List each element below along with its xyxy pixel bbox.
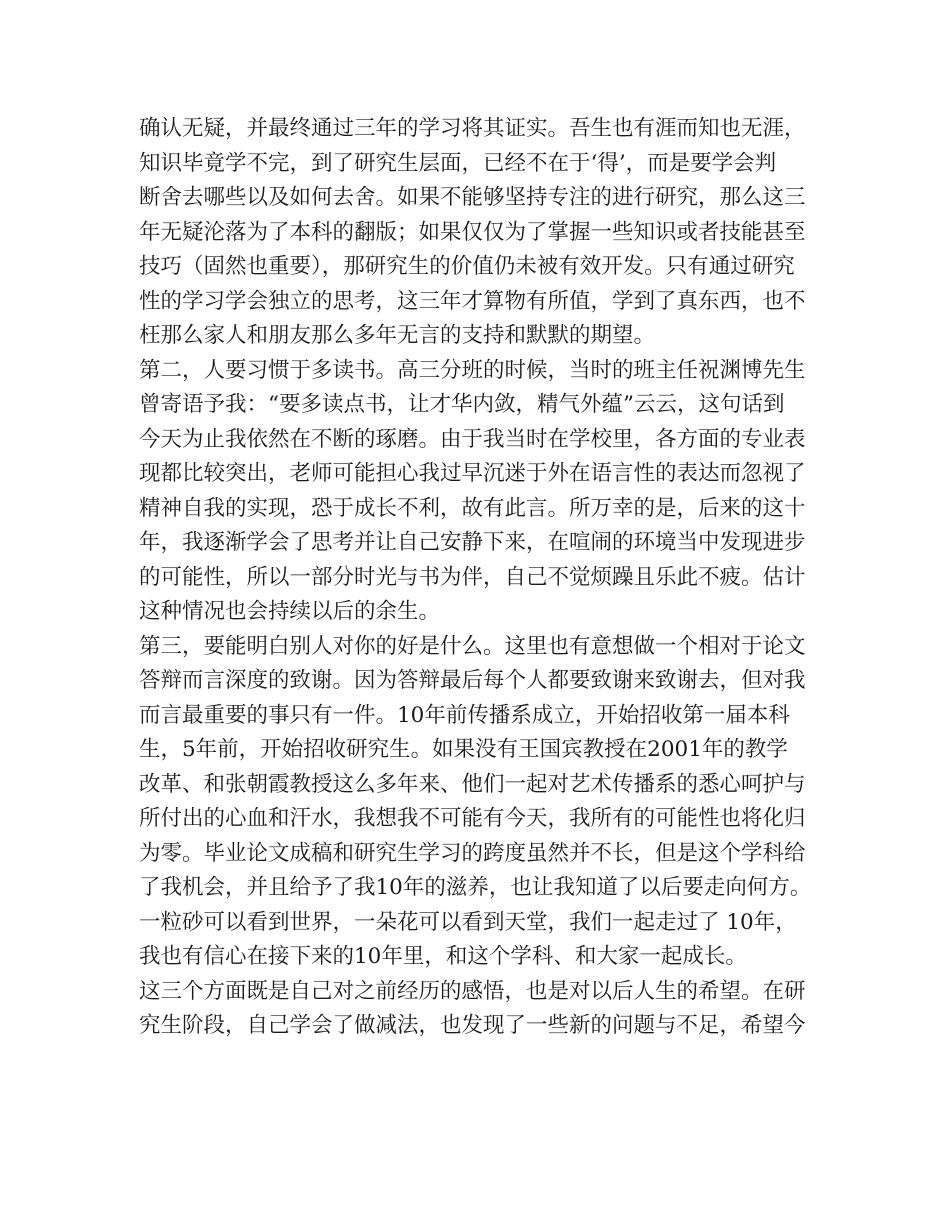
- text-line: 一粒砂可以看到世界，一朵花可以看到天堂，我们一起走过了 10年，: [139, 909, 797, 935]
- text-line: 这种情况也会持续以后的余生。: [139, 599, 441, 624]
- text-line: 为零。毕业论文成稿和研究生学习的跨度虽然并不长，但是这个学科给: [139, 840, 806, 866]
- text-line: 答辩而言深度的致谢。因为答辩最后每个人都要致谢来致谢去，但对我: [139, 668, 806, 693]
- text-line: 技巧（固然也重要），那研究生的价值仍未被有效开发。只有通过研究: [139, 254, 795, 279]
- text-line: 精神自我的实现，恐于成长不利，故有此言。所万幸的是，后来的这十: [139, 495, 806, 521]
- text-line: 了我机会，并且给予了我10年的滋养，也让我知道了以后要走向何方。: [139, 875, 812, 900]
- text-line: 年无疑沦落为了本科的翻版；如果仅仅为了掌握一些知识或者技能甚至: [139, 219, 806, 245]
- body-text: [139, 112, 839, 1044]
- text-line: 今天为止我依然在不断的琢磨。由于我当时在学校里，各方面的专业表: [139, 426, 806, 452]
- paragraph-three-start: 第三，要能明白别人对你的好是什么。这里也有意想做一个相对于论文: [139, 633, 806, 659]
- text-line: 曾寄语予我：“要多读点书，让才华内敛，精气外蕴”云云，这句话到: [139, 392, 785, 417]
- text-line: 究生阶段，自己学会了做减法，也发现了一些新的问题与不足，希望今: [139, 1013, 806, 1038]
- text-line: 性的学习学会独立的思考，这三年才算物有所值，学到了真东西，也不: [139, 288, 806, 314]
- text-line: 枉那么家人和朋友那么多年无言的支持和默默的期望。: [139, 323, 656, 348]
- text-line: 改革、和张朝霞教授这么多年来、他们一起对艺术传播系的悉心呵护与: [139, 771, 806, 797]
- text-line: 断舍去哪些以及如何去舍。如果不能够坚持专注的进行研究，那么这三: [139, 185, 806, 210]
- text-line: 现都比较突出，老师可能担心我过早沉迷于外在语言性的表达而忽视了: [139, 461, 806, 486]
- text-line: 我也有信心在接下来的10年里，和这个学科、和大家一起成长。: [139, 944, 747, 969]
- paragraph-two-start: 第二，人要习惯于多读书。高三分班的时候，当时的班主任祝渊博先生: [139, 357, 806, 383]
- text-line: 年，我逐渐学会了思考并让自己安静下来，在喧闹的环境当中发现进步: [139, 530, 806, 555]
- text-line: 确认无疑，并最终通过三年的学习将其证实。吾生也有涯而知也无涯，: [139, 116, 806, 141]
- text-line: 的可能性，所以一部分时光与书为伴，自己不觉烦躁且乐此不疲。估计: [139, 564, 806, 590]
- text-line: 而言最重要的事只有一件。10年前传播系成立，开始招收第一届本科: [139, 702, 790, 728]
- text-line: 所付出的心血和汗水，我想我不可能有今天，我所有的可能性也将化归: [139, 806, 806, 831]
- paragraph-four-start: 这三个方面既是自己对之前经历的感悟，也是对以后人生的希望。在研: [139, 978, 806, 1004]
- text-line: 知识毕竟学不完，到了研究生层面，已经不在于‘得’，而是要学会判: [139, 150, 777, 176]
- text-line: 生，5年前，开始招收研究生。如果没有王国宾教授在2001年的教学: [139, 737, 788, 762]
